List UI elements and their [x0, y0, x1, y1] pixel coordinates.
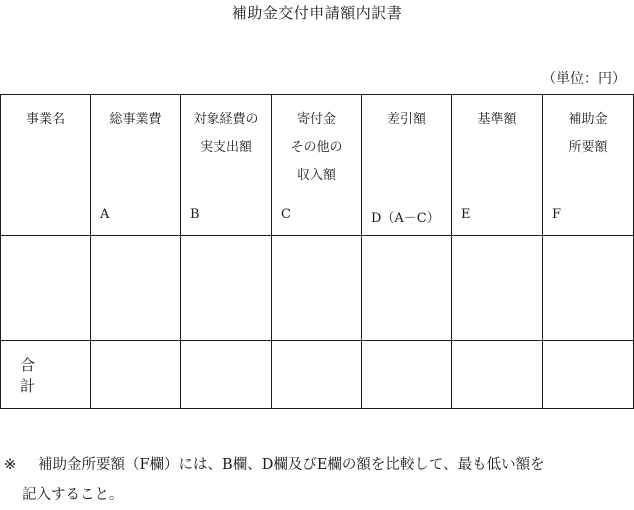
header-label-line: 基準額 [477, 112, 517, 127]
header-cell-jigyoumei [1, 95, 91, 236]
entry-cell [362, 236, 452, 341]
total-row [1, 341, 634, 409]
header-cell-soujigyouhi [91, 95, 181, 236]
header-label-line: 収入額 [296, 168, 336, 183]
total-cell [181, 341, 272, 409]
entry-cell [91, 236, 181, 341]
total-cell [272, 341, 362, 409]
header-label-line: 総事業費 [109, 112, 162, 127]
entry-cell [452, 236, 543, 341]
unit-label: （単位：円） [542, 71, 626, 87]
column-code-c: C [281, 207, 291, 222]
total-label-cell [1, 341, 91, 409]
header-cell-kijungaku [452, 95, 543, 236]
header-cell-sashihikigaku [362, 95, 452, 236]
header-label-line: その他の [290, 140, 343, 155]
entry-cell [272, 236, 362, 341]
header-label-line: 補助金 [568, 112, 608, 127]
column-code-d: D（A－C） [371, 211, 440, 226]
header-cell-hojokin-shoyougaku [543, 95, 634, 236]
header-cell-kifukin [272, 95, 362, 236]
column-code-a: A [100, 207, 110, 222]
header-label-line: 事業名 [25, 112, 65, 127]
total-cell [362, 341, 452, 409]
total-cell [452, 341, 543, 409]
entry-cell [1, 236, 91, 341]
note-line-1: 補助金所要額（F欄）には、B欄、D欄及びE欄の額を比較して、最も低い額を [38, 457, 545, 473]
footnote [4, 450, 634, 510]
entry-cell [181, 236, 272, 341]
header-row [1, 95, 634, 236]
column-code-f: F [552, 207, 562, 222]
column-code-b: B [190, 207, 200, 222]
note-line-2: 記入すること。 [22, 487, 124, 503]
total-cell [91, 341, 181, 409]
entry-row [1, 236, 634, 341]
document-title: 補助金交付申請額内訳書 [231, 4, 403, 22]
header-cell-taishoukeihi [181, 95, 272, 236]
header-label-line: 差引額 [386, 112, 426, 127]
total-label: 合計 [20, 355, 58, 395]
breakdown-table [0, 94, 634, 409]
note-mark: ※ [4, 457, 17, 473]
total-cell [543, 341, 634, 409]
header-label-line: 実支出額 [199, 140, 252, 155]
header-label-line: 寄付金 [296, 112, 336, 127]
column-code-e: E [461, 207, 471, 222]
header-label-line: 対象経費の [193, 112, 259, 127]
header-label-line: 所要額 [568, 140, 608, 155]
entry-cell [543, 236, 634, 341]
